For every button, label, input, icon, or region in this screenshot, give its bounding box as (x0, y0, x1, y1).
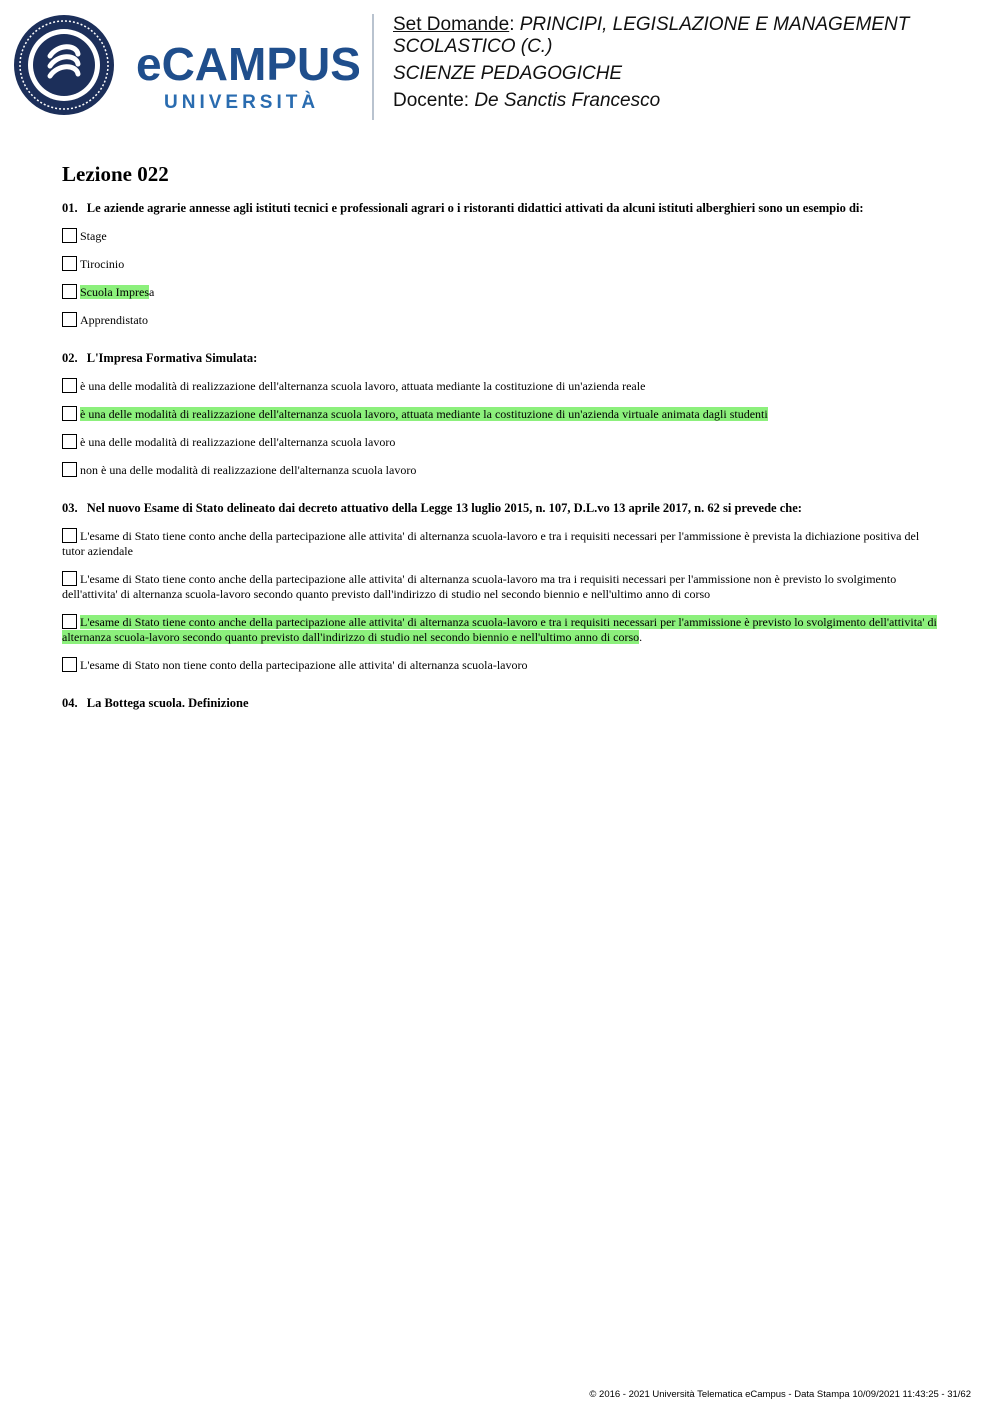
answer-option[interactable]: L'esame di Stato tiene conto anche della partecipazione alle attivita' di alternanza scuola-lavoro ma tra i requisiti necessari per l'ammissione non è previsto lo svolgimento dell'attivita' di alternanza scuola-lavoro secondo quanto previsto dall'indirizzo di studio nel secondo biennio e nell'ultimo anno di corso (62, 572, 897, 601)
answer-option[interactable]: non è una delle modalità di realizzazione dell'alternanza scuola lavoro (62, 462, 942, 478)
ecampus-seal-icon (14, 14, 359, 116)
answer-option[interactable]: Apprendistato (62, 312, 942, 328)
page-footer: © 2016 - 2021 Università Telematica eCampus - Data Stampa 10/09/2021 11:43:25 - 31/62 (589, 1389, 971, 1400)
answer-option-correct[interactable] (62, 406, 942, 422)
answer-option[interactable]: Tirocinio (62, 256, 942, 272)
header-info: Set Domande: PRINCIPI, LEGISLAZIONE E MANAGEMENT SCOLASTICO (C.) SCIENZE PEDAGOGICHE Docente: De Sanctis Francesco (393, 14, 983, 117)
checkbox[interactable] (62, 378, 77, 393)
checkbox[interactable] (62, 312, 77, 327)
checkbox[interactable] (62, 256, 77, 271)
answer-option[interactable]: L'esame di Stato non tiene conto della partecipazione alle attivita' di alternanza scuola-lavoro (62, 657, 942, 673)
checkbox[interactable] (62, 462, 77, 477)
checkbox[interactable] (62, 228, 77, 243)
question-02 (62, 350, 942, 478)
answer-option[interactable]: è una delle modalità di realizzazione dell'alternanza scuola lavoro (62, 434, 942, 450)
logo-wordmark: eCAMPUS (136, 38, 359, 90)
checkbox[interactable] (62, 434, 77, 449)
answer-option[interactable]: L'esame di Stato tiene conto anche della partecipazione alle attivita' di alternanza scuola-lavoro e tra i requisiti necessari per l'ammissione è prevista la dichiazione positiva del tutor aziendale (62, 529, 920, 558)
checkbox[interactable] (62, 406, 77, 421)
set-title: PRINCIPI, LEGISLAZIONE E MANAGEMENT SCOLASTICO (C.) (393, 14, 910, 57)
highlighted-answer: Scuola Impres (80, 285, 149, 299)
question-03 (62, 500, 942, 673)
highlighted-answer: L'esame di Stato tiene conto anche della partecipazione alle attivita' di alternanza scuola-lavoro e tra i requisiti necessari per l'ammissione è previsto lo svolgimento dell'attivita' di alternanza scuola-lavoro secondo quanto previsto dall'indirizzo di studio nel secondo biennio e nell'ultimo anno di corso (62, 615, 937, 644)
teacher-label: Docente: (393, 90, 470, 111)
question-text: 03. Nel nuovo Esame di Stato delineato dai decreto attuativo della Legge 13 luglio 2015, n. 107, D.L.vo 13 aprile 2017, n. 62 si prevede che: (62, 501, 802, 515)
checkbox[interactable] (62, 614, 77, 629)
logo-subtext: UNIVERSITÀ (164, 92, 320, 113)
lesson-title: Lezione 022 (62, 162, 169, 186)
answer-option-correct[interactable]: L'esame di Stato tiene conto anche della partecipazione alle attivita' di alternanza scuola-lavoro e tra i requisiti necessari per l'ammissione è previsto lo svolgimento dell'attivita' di alternanza scuola-lavoro secondo quanto previsto dall'indirizzo di studio nel secondo biennio e nell'ultimo anno di corso. (62, 615, 937, 644)
faculty: SCIENZE PEDAGOGICHE (393, 63, 623, 84)
checkbox[interactable] (62, 657, 77, 672)
teacher-name: De Sanctis Francesco (474, 90, 661, 111)
question-text: 01. Le aziende agrarie annesse agli istituti tecnici e professionali agrari o i ristoranti didattici attivati da alcuni istituti alberghieri sono un esempio di: (62, 201, 864, 215)
question-04 (62, 695, 942, 711)
ecampus-logo (14, 14, 359, 116)
question-text: 04. La Bottega scuola. Definizione (62, 696, 249, 710)
header-divider (372, 14, 374, 120)
highlighted-answer: è una delle modalità di realizzazione dell'alternanza scuola lavoro, attuata mediante la costituzione di un'azienda virtuale animata dagli studenti (80, 407, 768, 421)
answer-option[interactable]: Stage (62, 228, 942, 244)
question-text: 02. L'Impresa Formativa Simulata: (62, 351, 258, 365)
checkbox[interactable] (62, 528, 77, 543)
checkbox[interactable] (62, 284, 77, 299)
checkbox[interactable] (62, 571, 77, 586)
answer-option-correct[interactable]: Scuola Impresa (62, 284, 942, 300)
answer-option[interactable]: è una delle modalità di realizzazione dell'alternanza scuola lavoro, attuata mediante la costituzione di un'azienda reale (62, 378, 942, 394)
question-01 (62, 200, 942, 328)
set-label: Set Domande (393, 14, 510, 35)
question-set (62, 160, 942, 733)
